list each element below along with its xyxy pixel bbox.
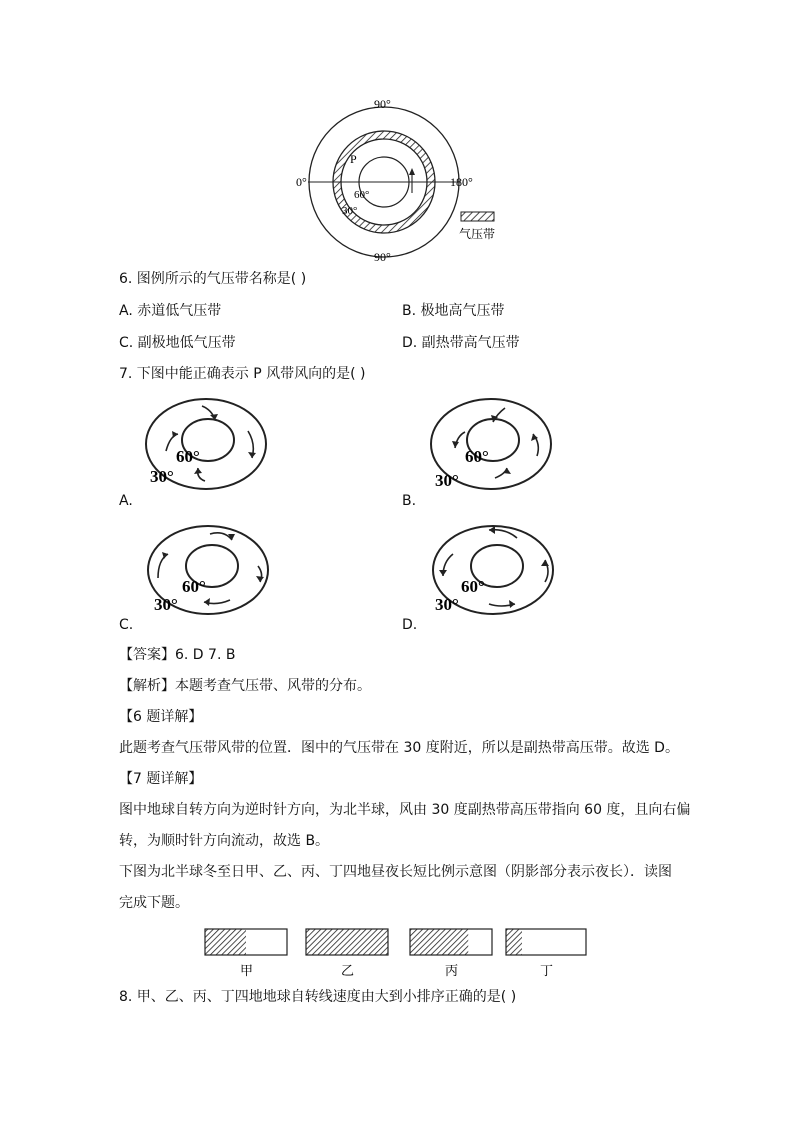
q6-option-b: B. 极地高气压带 <box>402 303 505 319</box>
wind-c-lat30: 30° <box>154 595 178 614</box>
wind-b-lat30: 30° <box>435 471 459 490</box>
day-night-bars-figure <box>200 925 595 980</box>
wind-diagram-d <box>425 520 560 620</box>
passage-line-2: 完成下题。 <box>119 895 189 911</box>
wind-diagram-b <box>425 396 560 496</box>
fig1-right-label: 180° <box>450 175 473 189</box>
bar-label: 乙 <box>341 964 355 979</box>
fig1-lat60-label: 60° <box>354 189 370 201</box>
wind-b-lat60: 60° <box>465 447 489 466</box>
fig1-p-label: P <box>350 152 357 166</box>
wind-arrow <box>210 533 232 540</box>
wind-a-lat60: 60° <box>176 447 200 466</box>
bar-label: 甲 <box>240 964 254 979</box>
q7-option-a-letter: A. <box>119 493 133 509</box>
wind-c-lat60: 60° <box>182 577 206 596</box>
q7-option-d-letter: D. <box>402 617 418 633</box>
day-night-bar <box>506 929 586 979</box>
day-night-bar <box>410 929 492 979</box>
q7-detail-text-1: 图中地球自转方向为逆时针方向，为北半球，风由 30 度副热带高压带指向 60 度，且向右偏 <box>119 802 691 818</box>
wind-d-lat60: 60° <box>461 577 485 596</box>
q6-option-c: C. 副极地低气压带 <box>119 335 236 351</box>
q6-option-d: D. 副热带高气压带 <box>402 335 520 351</box>
wind-arrow <box>158 554 168 578</box>
bar-label: 丁 <box>540 964 554 979</box>
passage-line-1: 下图为北半球冬至日甲、乙、丙、丁四地昼夜长短比例示意图（阴影部分表示夜长）．读图 <box>119 864 672 880</box>
answer-line: 【答案】6. D 7. B <box>119 647 236 663</box>
fig1-top-label: 90° <box>374 97 391 111</box>
q6-detail-heading: 【6 题详解】 <box>119 709 203 725</box>
legend-swatch <box>461 212 494 221</box>
wind-diagram-a <box>140 396 275 496</box>
q8-stem: 8. 甲、乙、丙、丁四地地球自转线速度由大到小排序正确的是( ) <box>119 989 517 1005</box>
fig1-lat30-label: 30° <box>342 205 358 217</box>
bar-label: 丙 <box>445 964 459 979</box>
night-segment <box>306 929 388 955</box>
q6-stem: 6. 图例所示的气压带名称是( ) <box>119 271 307 287</box>
night-segment <box>506 929 522 955</box>
q7-stem: 7. 下图中能正确表示 P 风带风向的是( ) <box>119 366 366 382</box>
q7-detail-text-2: 转，为顺时针方向流动，故选 B。 <box>119 833 330 849</box>
legend-label: 气压带 <box>459 227 496 241</box>
night-segment <box>410 929 468 955</box>
fig1-bottom-label: 90° <box>374 250 391 264</box>
analysis-intro: 【解析】本题考查气压带、风带的分布。 <box>119 678 371 694</box>
q7-option-b-letter: B. <box>402 493 417 509</box>
q7-detail-heading: 【7 题详解】 <box>119 771 203 787</box>
wind-a-lat30: 30° <box>150 467 174 486</box>
q6-option-a: A. 赤道低气压带 <box>119 303 222 319</box>
pressure-belt-figure <box>290 90 520 265</box>
night-segment <box>205 929 246 955</box>
q7-option-c-letter: C. <box>119 617 134 633</box>
q6-detail-text: 此题考查气压带风带的位置．图中的气压带在 30 度附近，所以是副热带高压带。故选 D。 <box>119 740 679 756</box>
wind-diagram-c <box>140 520 275 620</box>
day-night-bar <box>205 929 287 979</box>
day-night-bar <box>306 929 388 979</box>
wind-d-lat30: 30° <box>435 595 459 614</box>
fig1-left-label: 0° <box>296 175 307 189</box>
